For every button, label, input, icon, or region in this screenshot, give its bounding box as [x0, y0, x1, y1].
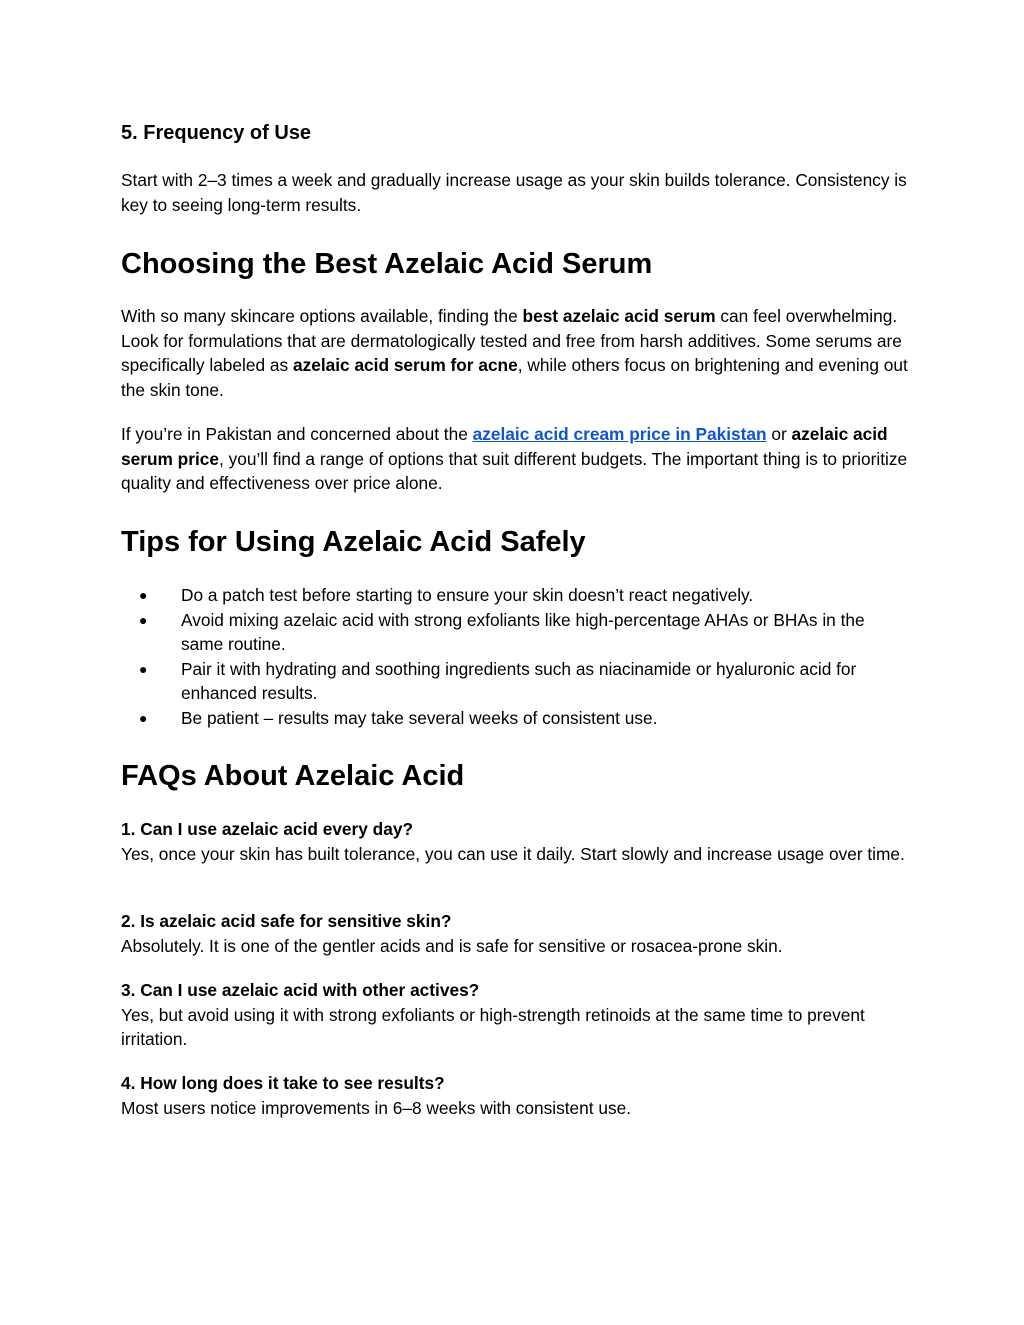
faq-question: 1. Can I use azelaic acid every day?	[121, 819, 414, 839]
faq-item	[121, 978, 911, 1052]
choosing-heading: Choosing the Best Azelaic Acid Serum	[121, 248, 653, 280]
choosing-paragraph-2	[121, 422, 911, 496]
faq-item	[121, 909, 911, 958]
list-item	[121, 657, 911, 706]
frequency-title: 5. Frequency of Use	[121, 122, 312, 144]
faq-question: 2. Is azelaic acid safe for sensitive skin?	[121, 911, 452, 931]
faq-item	[121, 1071, 911, 1120]
price-pakistan-link[interactable]: azelaic acid cream price in Pakistan	[472, 424, 767, 444]
faq-answer: Most users notice improvements in 6–8 weeks with consistent use.	[121, 1097, 632, 1118]
faq-item	[121, 817, 911, 866]
bullet-icon: ●	[139, 611, 148, 628]
faq-answer: Yes, but avoid using it with strong exfoliants or high-strength retinoids at the same time to prevent irritation.	[121, 1004, 865, 1049]
bold-term: azelaic acid serum for acne	[292, 355, 518, 375]
tips-list	[121, 583, 911, 730]
faq-question: 3. Can I use azelaic acid with other actives?	[121, 980, 480, 1000]
list-item	[121, 706, 911, 731]
list-item-text: Do a patch test before starting to ensure your skin doesn’t react negatively.	[181, 585, 754, 605]
faqs-heading: FAQs About Azelaic Acid	[121, 760, 465, 792]
list-item	[121, 583, 911, 608]
bold-term: best azelaic acid serum	[522, 306, 716, 326]
bullet-icon: ●	[139, 587, 148, 603]
text-run: If you’re in Pakistan and concerned about the	[121, 424, 473, 444]
frequency-body: Start with 2–3 times a week and gradually increase usage as your skin builds tolerance. Consistency is key to seeing long-term results.	[121, 170, 907, 215]
choosing-paragraph-1	[121, 304, 911, 402]
list-item-text: Pair it with hydrating and soothing ingredients such as niacinamide or hyaluronic acid for enhanced results.	[181, 658, 857, 703]
faq-question: 4. How long does it take to see results?	[121, 1073, 445, 1093]
faq-answer: Absolutely. It is one of the gentler acids and is safe for sensitive or rosacea-prone skin.	[121, 935, 783, 956]
text-run: can feel overwhelming. Look for formulations that are dermatologically tested and free from harsh additives. Some serums are specifically labeled as	[121, 306, 902, 375]
bullet-icon: ●	[139, 660, 148, 677]
text-run: With so many skincare options available, finding the	[121, 306, 523, 326]
list-item-text: Be patient – results may take several weeks of consistent use.	[181, 707, 658, 728]
text-run: , you’ll find a range of options that suit different budgets. The important thing is to prioritize quality and effectiveness over price alone.	[121, 448, 908, 493]
list-item-text: Avoid mixing azelaic acid with strong exfoliants like high-percentage AHAs or BHAs in the same routine.	[181, 609, 865, 654]
text-run: , while others focus on brightening and evening out the skin tone.	[121, 355, 908, 400]
bold-term: azelaic acid serum price	[121, 424, 888, 469]
bullet-icon: ●	[139, 709, 148, 726]
tips-heading: Tips for Using Azelaic Acid Safely	[121, 526, 586, 558]
list-item	[121, 608, 911, 657]
text-run: or	[766, 424, 792, 444]
faq-answer: Yes, once your skin has built tolerance, you can use it daily. Start slowly and increase usage over time.	[121, 843, 905, 864]
